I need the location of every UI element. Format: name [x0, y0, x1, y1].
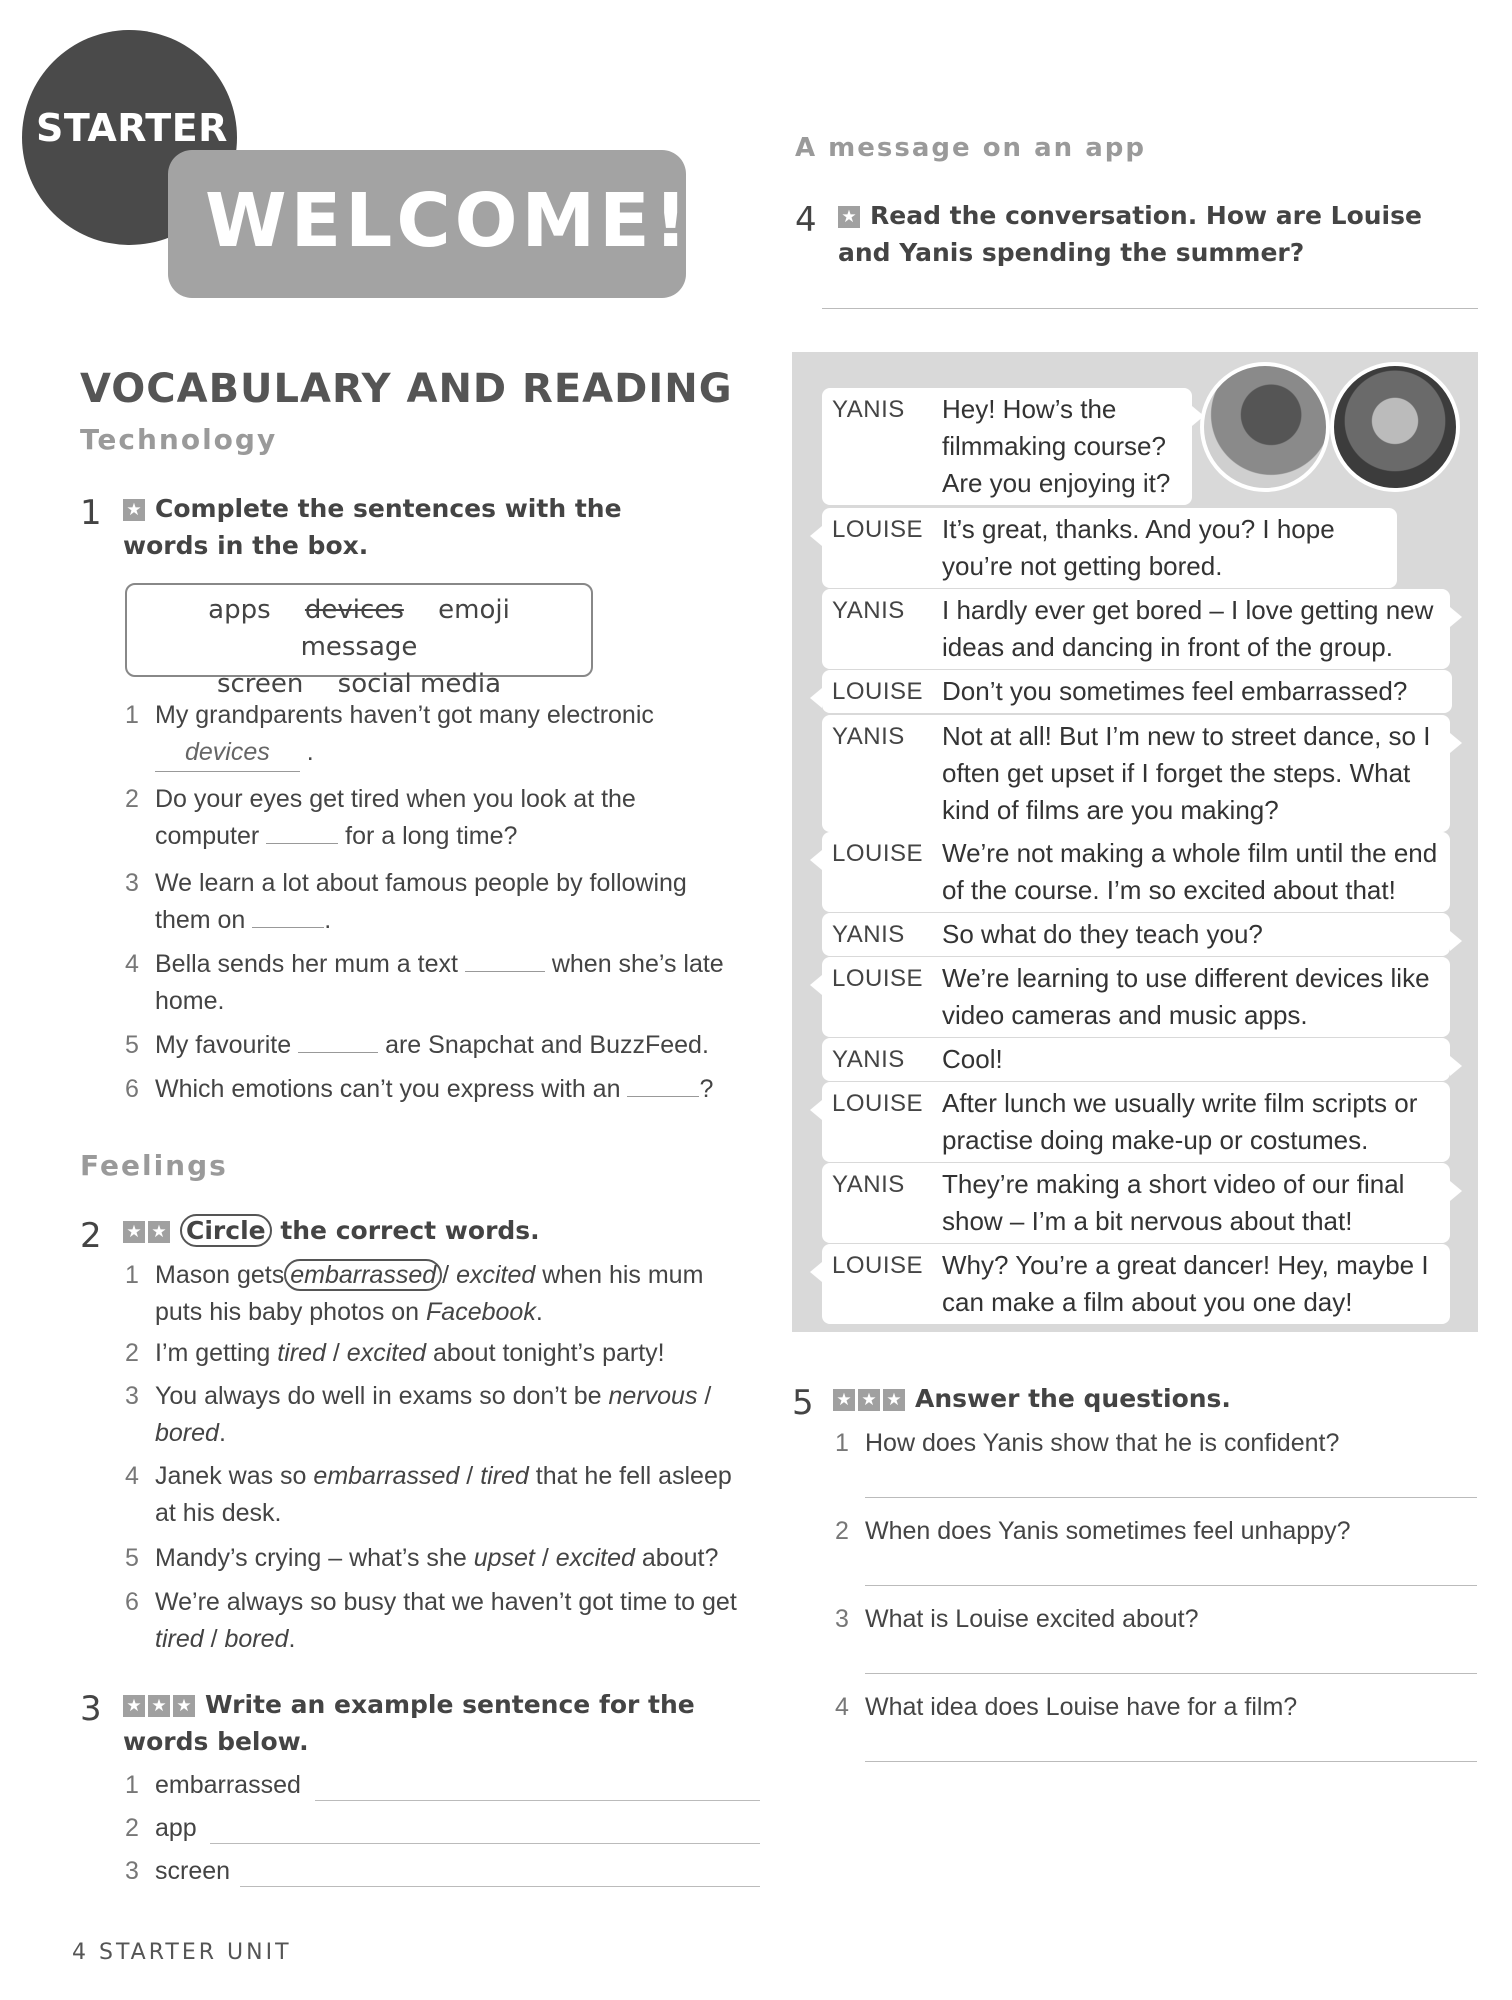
star-icon: ★: [173, 1695, 195, 1717]
chat-bubble-yanis: [822, 589, 1450, 669]
speaker-name: LOUISE: [832, 1090, 924, 1117]
speaker-name: YANIS: [832, 597, 905, 624]
subheading-feelings: Feelings: [80, 1149, 228, 1182]
item-text: You always do well in exams so don’t be: [155, 1382, 602, 1410]
item-word: screen: [155, 1857, 231, 1885]
option[interactable]: excited: [346, 1339, 427, 1367]
item-text: Bella sends her mum a text: [155, 950, 458, 978]
answer-blank[interactable]: [298, 1028, 378, 1053]
exercise-3-instruction-text: Write an example sentence for the words below.: [123, 1690, 695, 1756]
question-text: How does Yanis show that he is confident?: [865, 1429, 1340, 1457]
chat-message: Cool!: [942, 1044, 1003, 1074]
exercise-4-number: 4: [795, 200, 817, 240]
item-text: about?: [641, 1544, 719, 1572]
word-box-word: message: [300, 632, 418, 662]
star-icon: ★: [148, 1695, 170, 1717]
chat-bubble-louise: [822, 670, 1452, 713]
exercise-2-instruction-text: the correct words.: [280, 1216, 540, 1245]
word-box: [125, 583, 593, 699]
item-number: 1: [125, 1771, 139, 1799]
word-box-word: social media: [337, 669, 502, 699]
page-footer: 4 STARTER UNIT: [72, 1940, 292, 1965]
item-text: My grandparents haven’t got many electronic: [155, 701, 654, 729]
exercise-3-number: 3: [80, 1689, 102, 1729]
chat-bubble-yanis: [822, 1038, 1450, 1081]
exercise-2-item: [125, 1378, 715, 1452]
chat-message: Not at all! But I’m new to street dance, so I often get upset if I forget the steps. What kind of films are you making?: [942, 721, 1431, 825]
answer-blank[interactable]: [252, 903, 324, 928]
exercise-1-item: [125, 1071, 775, 1108]
item-number: 4: [835, 1693, 849, 1721]
chat-bubble-yanis: [822, 715, 1450, 832]
exercise-3-item: [125, 1810, 197, 1847]
speaker-name: YANIS: [832, 723, 905, 750]
item-text: We’re always so busy that we haven’t got time to get: [155, 1588, 737, 1616]
answer-blank[interactable]: [266, 819, 338, 844]
yanis-avatar: [1200, 362, 1330, 492]
exercise-2-item: [125, 1584, 745, 1658]
exercise-2-number: 2: [80, 1216, 102, 1256]
item-number: 5: [125, 1544, 139, 1572]
exercise-1-instruction: [123, 490, 683, 564]
question-text: What is Louise excited about?: [865, 1605, 1199, 1633]
exercise-5-instruction-text: Answer the questions.: [915, 1384, 1231, 1413]
exercise-3-instruction: [123, 1686, 733, 1760]
exercise-1-item: [125, 781, 745, 855]
item-text: Mandy’s crying – what’s she: [155, 1544, 467, 1572]
option-separator: /: [210, 1625, 218, 1653]
chat-message: Don’t you sometimes feel embarrassed?: [942, 676, 1408, 706]
starter-label: STARTER: [36, 106, 228, 150]
item-text: Which emotions can’t you express with an: [155, 1075, 621, 1103]
item-number: 4: [125, 950, 139, 978]
difficulty-stars: [123, 1695, 195, 1717]
item-number: 3: [125, 869, 139, 897]
item-text: I’m getting: [155, 1339, 271, 1367]
answer-line[interactable]: [865, 1761, 1477, 1762]
speaker-name: LOUISE: [832, 840, 924, 867]
answer-line[interactable]: [865, 1585, 1477, 1586]
exercise-3-item: [125, 1767, 301, 1804]
section-title: VOCABULARY AND READING: [80, 366, 733, 412]
exercise-2-item: [125, 1458, 745, 1532]
star-icon: ★: [123, 1221, 145, 1243]
chat-message: We’re not making a whole film until the end of the course. I’m so excited about that!: [942, 838, 1438, 905]
item-word: embarrassed: [155, 1771, 301, 1799]
option[interactable]: tired: [480, 1462, 529, 1490]
answer-line[interactable]: [240, 1886, 760, 1887]
star-icon: ★: [148, 1221, 170, 1243]
chat-bubble-louise: [822, 1244, 1450, 1324]
chat-message: After lunch we usually write film scripts or practise doing make-up or costumes.: [942, 1088, 1418, 1155]
item-text: ?: [699, 1075, 714, 1103]
word-box-word: emoji: [438, 595, 510, 625]
chat-message: So what do they teach you?: [942, 919, 1263, 949]
chat-message: Why? You’re a great dancer! Hey, maybe I can make a film about you one day!: [942, 1250, 1429, 1317]
item-number: 4: [125, 1462, 139, 1490]
option-separator: /: [541, 1544, 549, 1572]
option[interactable]: excited: [555, 1544, 635, 1572]
circle-label: Circle: [180, 1214, 272, 1247]
chat-bubble-yanis: [822, 1163, 1450, 1243]
difficulty-stars: [838, 206, 860, 228]
chat-bubble-louise: [822, 508, 1397, 588]
exercise-1-item: [125, 946, 755, 1020]
item-text: are Snapchat and BuzzFeed.: [385, 1031, 709, 1059]
option[interactable]: embarrassed: [313, 1462, 460, 1490]
item-text: Do your eyes get tired when you look at the computer: [155, 785, 636, 850]
option[interactable]: nervous: [608, 1382, 698, 1410]
chat-message: We’re learning to use different devices like video cameras and music apps.: [942, 963, 1430, 1030]
question-text: When does Yanis sometimes feel unhappy?: [865, 1517, 1351, 1545]
example-answer: devices: [155, 734, 300, 772]
item-text: when she’s late home.: [155, 950, 724, 1015]
answer-blank[interactable]: [465, 947, 545, 972]
answer-line[interactable]: [865, 1497, 1477, 1498]
chat-bubble-louise: [822, 1082, 1450, 1162]
exercise-5-question: [835, 1601, 1465, 1638]
item-number: 2: [125, 1814, 139, 1842]
item-number: 1: [125, 701, 139, 729]
speaker-name: YANIS: [832, 396, 905, 423]
star-icon: ★: [838, 206, 860, 228]
option[interactable]: tired: [277, 1339, 326, 1367]
item-text: that he fell asleep at his desk.: [155, 1462, 732, 1527]
speaker-name: YANIS: [832, 1046, 905, 1073]
option-circled[interactable]: embarrassed: [284, 1259, 442, 1291]
chat-message: It’s great, thanks. And you? I hope you’re not getting bored.: [942, 514, 1335, 581]
answer-line[interactable]: [865, 1673, 1477, 1674]
item-number: 2: [835, 1517, 849, 1545]
item-text: .: [218, 1419, 226, 1447]
exercise-1-number: 1: [80, 493, 102, 533]
exercise-2-item: [125, 1540, 755, 1577]
chat-bubble-yanis: [822, 388, 1192, 505]
exercise-4-instruction-text: Read the conversation. How are Louise and Yanis spending the summer?: [838, 201, 1422, 267]
item-text: .: [306, 738, 314, 766]
item-text: Janek was so: [155, 1462, 307, 1490]
difficulty-stars: [833, 1389, 905, 1411]
exercise-5-question: [835, 1513, 1465, 1550]
exercise-1-item: [125, 1027, 755, 1064]
item-text: .: [288, 1625, 296, 1653]
star-icon: ★: [833, 1389, 855, 1411]
option[interactable]: upset: [473, 1544, 535, 1572]
item-word: app: [155, 1814, 197, 1842]
exercise-2-item: [125, 1257, 755, 1331]
item-text: Mason gets: [155, 1261, 285, 1289]
item-text: when his mum puts his baby photos on: [155, 1261, 704, 1326]
item-number: 5: [125, 1031, 139, 1059]
louise-avatar: [1330, 362, 1460, 492]
exercise-5-question: [835, 1425, 1465, 1462]
item-text: for a long time?: [345, 822, 518, 850]
chat-message: They’re making a short video of our final show – I’m a bit nervous about that!: [942, 1169, 1405, 1236]
chat-bubble-louise: [822, 832, 1450, 912]
exercise-2-instruction: [123, 1212, 723, 1249]
option-separator: /: [332, 1339, 340, 1367]
item-text: We learn a lot about famous people by following them on: [155, 869, 687, 934]
item-number: 6: [125, 1075, 139, 1103]
answer-line[interactable]: [210, 1843, 760, 1844]
item-number: 2: [125, 1339, 139, 1367]
option[interactable]: excited: [456, 1261, 536, 1289]
chat-message: Hey! How’s the filmmaking course? Are you enjoying it?: [942, 394, 1171, 498]
item-number: 3: [835, 1605, 849, 1633]
answer-blank[interactable]: [627, 1072, 699, 1097]
option-separator: /: [442, 1261, 450, 1289]
chat-bubble-yanis: [822, 913, 1450, 956]
star-icon: ★: [123, 499, 145, 521]
option-separator: /: [704, 1382, 712, 1410]
star-icon: ★: [123, 1695, 145, 1717]
item-text: .: [535, 1298, 543, 1326]
exercise-5-instruction: [833, 1380, 1473, 1417]
star-icon: ★: [883, 1389, 905, 1411]
subheading-technology: Technology: [80, 423, 278, 456]
speaker-name: YANIS: [832, 1171, 905, 1198]
exercise-1-item: [125, 865, 745, 939]
item-number: 3: [125, 1857, 139, 1885]
star-icon: ★: [858, 1389, 880, 1411]
exercise-1-item: [125, 697, 745, 772]
question-text: What idea does Louise have for a film?: [865, 1693, 1298, 1721]
exercise-3-item: [125, 1853, 231, 1890]
option[interactable]: tired: [155, 1625, 204, 1653]
speaker-name: LOUISE: [832, 1252, 924, 1279]
item-text: .: [324, 906, 332, 934]
chat-message: I hardly ever get bored – I love getting new ideas and dancing in front of the group.: [942, 595, 1434, 662]
answer-line[interactable]: [315, 1800, 760, 1801]
speaker-name: LOUISE: [832, 516, 924, 543]
exercise-5-question: [835, 1689, 1465, 1726]
option-separator: /: [466, 1462, 474, 1490]
exercise-1-instruction-text: Complete the sentences with the words in the box.: [123, 494, 622, 560]
exercise-2-item: [125, 1335, 755, 1372]
word-box-word: screen: [216, 669, 304, 699]
speaker-name: LOUISE: [832, 678, 924, 705]
difficulty-stars: [123, 1221, 170, 1243]
word-box-word: apps: [208, 595, 271, 625]
answer-line[interactable]: [822, 308, 1478, 309]
speaker-name: YANIS: [832, 921, 905, 948]
option[interactable]: bored: [155, 1419, 219, 1447]
chat-bubble-louise: [822, 957, 1450, 1037]
item-number: 3: [125, 1382, 139, 1410]
item-number: 2: [125, 785, 139, 813]
item-number: 1: [125, 1261, 139, 1289]
item-text: about tonight’s party!: [432, 1339, 665, 1367]
item-text-italic: Facebook: [426, 1298, 536, 1326]
word-box-word-struck: devices: [304, 595, 404, 625]
item-number: 1: [835, 1429, 849, 1457]
subheading-message: A message on an app: [795, 133, 1146, 163]
item-number: 6: [125, 1588, 139, 1616]
option[interactable]: bored: [224, 1625, 289, 1653]
exercise-5-number: 5: [792, 1383, 814, 1423]
speaker-name: LOUISE: [832, 965, 924, 992]
difficulty-stars: [123, 499, 145, 521]
item-text: My favourite: [155, 1031, 292, 1059]
exercise-4-instruction: [838, 197, 1478, 271]
welcome-title: WELCOME!: [205, 178, 692, 264]
